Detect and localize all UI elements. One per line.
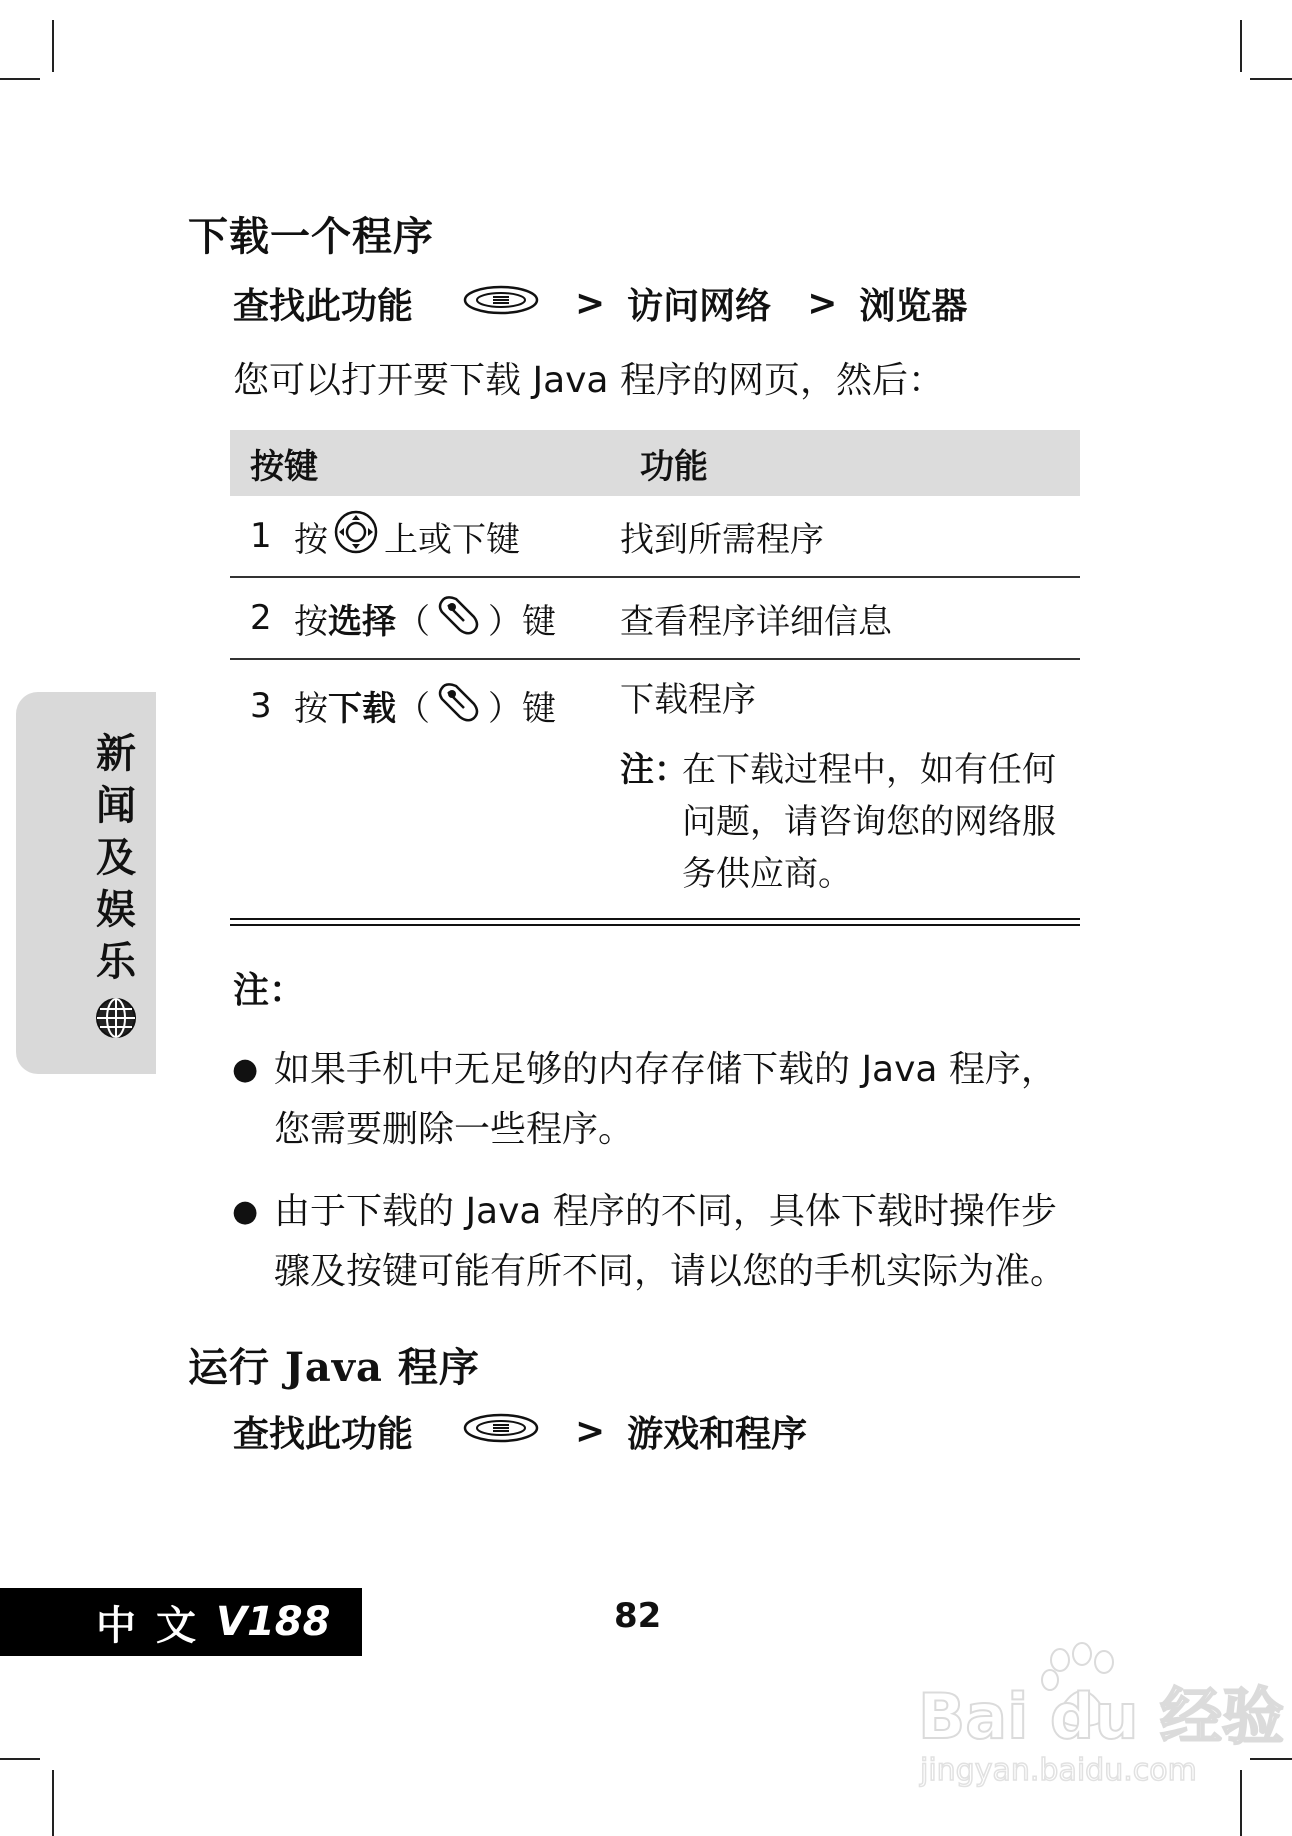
- path-item-web-access: 访问网络: [627, 286, 772, 327]
- note-text: [682, 744, 1056, 900]
- row-key-paren: ）键: [488, 689, 556, 729]
- row-key-text: 按: [294, 519, 328, 560]
- side-tab-char: 及: [96, 834, 136, 881]
- header-key: 按键: [250, 446, 318, 487]
- find-feature-row: [233, 278, 967, 329]
- table-bottom-rule: [230, 918, 1080, 926]
- bullet-line: 您需要删除一些程序。: [274, 1109, 635, 1150]
- bullet-text: [274, 1040, 1057, 1160]
- row-function: 下载程序: [620, 680, 756, 720]
- side-tab: [16, 692, 156, 1074]
- bullet-line: 如果手机中无足够的内存存储下载的 Java 程序，: [274, 1049, 1057, 1090]
- row-key-text: 按: [294, 601, 328, 642]
- row-number: 2: [250, 598, 272, 638]
- note-line: 问题，请咨询您的网络服: [682, 802, 1056, 842]
- soft-key-icon: [436, 591, 482, 646]
- table-header: [230, 430, 1080, 496]
- menu-key-icon: [463, 1411, 539, 1452]
- section-title-download: 下载一个程序: [188, 213, 434, 260]
- row-function-cell: [620, 678, 1080, 900]
- row-key-bold: 选择: [328, 601, 396, 642]
- side-tab-char: 闻: [96, 782, 136, 829]
- notes-title: 注：: [233, 970, 306, 1011]
- crop-mark: [1250, 1758, 1292, 1760]
- row-key-text: 按: [294, 689, 328, 729]
- row-function: 查看程序详细信息: [620, 601, 892, 642]
- row-key-paren: （: [396, 689, 430, 729]
- path-separator: >: [807, 283, 838, 324]
- bullet-dot: ●: [232, 1052, 259, 1087]
- soft-key-icon: [436, 678, 482, 733]
- footer-language: 中文: [96, 1602, 216, 1649]
- watermark-brand: Bai du 经验: [918, 1680, 1285, 1753]
- row-key-bold: 下载: [328, 689, 396, 729]
- path-separator: >: [575, 283, 606, 324]
- footer-bar: [0, 1588, 362, 1656]
- header-function: 功能: [640, 446, 708, 487]
- row-key-cell: [230, 510, 620, 563]
- page-number: 82: [614, 1596, 662, 1636]
- crop-mark: [52, 20, 54, 72]
- crop-mark: [0, 1758, 40, 1760]
- row-key-cell: [230, 591, 620, 646]
- side-tab-char: 新: [96, 730, 136, 777]
- note-bullet: [232, 1040, 1092, 1160]
- side-tab-label: [94, 728, 138, 988]
- intro-text-part: 您可以打开要下载: [233, 360, 533, 401]
- table-row: [230, 496, 1080, 578]
- row-key-paren: （: [396, 601, 430, 642]
- menu-key-icon: [463, 283, 539, 324]
- table-row: [230, 578, 1080, 660]
- table-row: [230, 660, 1080, 918]
- crop-mark: [52, 1770, 54, 1836]
- bullet-line: 由于下载的 Java 程序的不同，具体下载时操作步: [274, 1191, 1057, 1232]
- path-item-browser: 浏览器: [859, 286, 968, 327]
- intro-text-part: 程序的网页，然后：: [608, 360, 944, 401]
- path-separator: >: [575, 1411, 606, 1452]
- side-tab-char: 娱: [96, 886, 136, 933]
- find-feature-label: 查找此功能: [233, 1414, 414, 1455]
- row-number: 3: [250, 685, 272, 726]
- row-key-text: 上或下键: [384, 519, 520, 560]
- crop-mark: [1240, 1770, 1242, 1836]
- footer-model: V188: [216, 1599, 331, 1645]
- row-function: 找到所需程序: [620, 519, 824, 560]
- row-key-paren: ）键: [488, 601, 556, 642]
- intro-java: Java: [532, 360, 609, 401]
- table-note: [620, 744, 1080, 900]
- crop-mark: [0, 78, 40, 80]
- row-number: 1: [250, 516, 272, 556]
- crop-mark: [1250, 78, 1292, 80]
- bullet-line: 骤及按键可能有所不同，请以您的手机实际为准。: [274, 1251, 1067, 1292]
- find-feature-label: 查找此功能: [233, 286, 414, 327]
- note-bullet: [232, 1182, 1092, 1302]
- bullet-text: [274, 1182, 1066, 1302]
- find-feature-row: [233, 1406, 807, 1457]
- note-line: 务供应商。: [682, 854, 852, 894]
- row-key-cell: [230, 678, 620, 733]
- globe-icon: [94, 996, 138, 1044]
- note-line: 在下载过程中，如有任何: [682, 750, 1056, 790]
- bullet-dot: ●: [232, 1194, 259, 1229]
- key-function-table: [230, 430, 1080, 926]
- intro-text: [233, 352, 944, 403]
- nav-key-icon: [334, 510, 378, 563]
- crop-mark: [1240, 20, 1242, 72]
- section-title-run-java: 运行 Java 程序: [188, 1344, 480, 1391]
- watermark-url: jingyan.baidu.com: [920, 1753, 1197, 1788]
- side-tab-char: 乐: [96, 938, 136, 985]
- note-label: 注：: [620, 750, 688, 790]
- path-item-games-apps: 游戏和程序: [627, 1414, 808, 1455]
- baidu-watermark: [910, 1640, 1285, 1790]
